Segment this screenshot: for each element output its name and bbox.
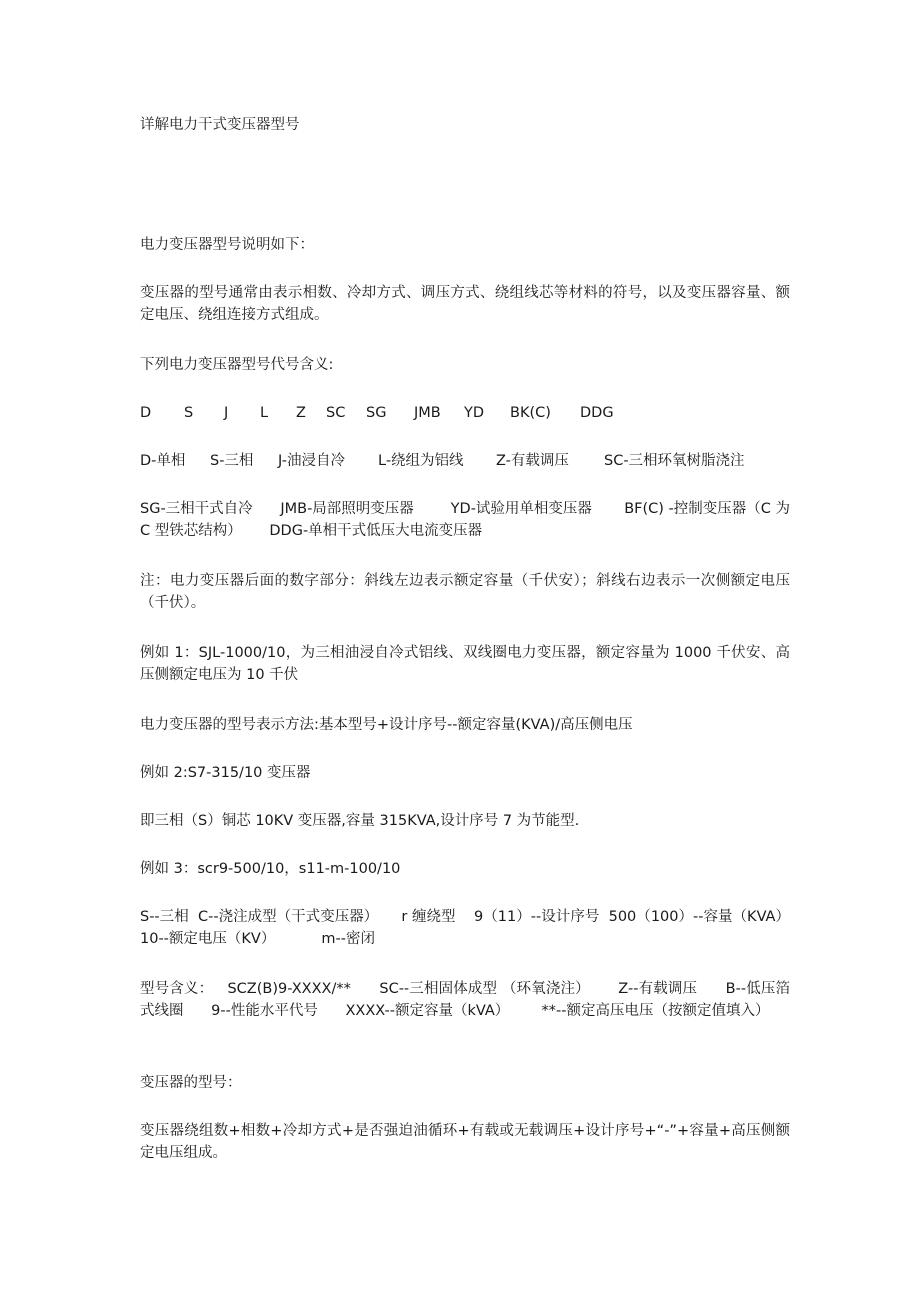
code-item: L <box>260 405 269 421</box>
example-2-heading: 例如 2:S7-315/10 变压器 <box>140 765 311 781</box>
paragraph-code-meaning: 下列电力变压器型号代号含义: <box>140 357 334 373</box>
code-definitions-line-1 <box>140 450 774 472</box>
code-item: S <box>184 405 194 421</box>
code-definition: D-单相 <box>140 453 186 469</box>
model-formula-paragraph: 变压器绕组数+相数+冷却方式+是否强迫油循环+有载或无载调压+设计序号+“-”+容量+高压侧额定电压组成。 <box>140 1123 790 1161</box>
code-definition: S-三相 <box>210 453 254 469</box>
code-item: JMB <box>414 405 441 421</box>
code-list <box>140 402 620 424</box>
document-title: 详解电力干式变压器型号 <box>140 117 300 133</box>
note-paragraph: 注：电力变压器后面的数字部分：斜线左边表示额定容量（千伏安）；斜线右边表示一次侧额定电压（千伏）。 <box>140 573 790 611</box>
example-3-description: S--三相 C--浇注成型（干式变压器） r 缠绕型 9（11）--设计序号 500（100）--容量（KVA） 10--额定电压（KV） m--密闭 <box>140 909 827 947</box>
code-item: SG <box>366 405 387 421</box>
example-1-paragraph: 例如 1：SJL-1000/10，为三相油浸自冷式铝线、双线圈电力变压器，额定容量为 1000 千伏安、高压侧额定电压为 10 千伏 <box>140 645 790 683</box>
intro-heading: 电力变压器型号说明如下： <box>140 237 314 253</box>
code-definition: SC-三相环氧树脂浇注 <box>604 453 745 469</box>
example-2-description: 即三相（S）铜芯 10KV 变压器,容量 315KVA,设计序号 7 为节能型. <box>140 813 580 829</box>
code-item: Z <box>296 405 306 421</box>
code-item: YD <box>464 405 485 421</box>
code-item: J <box>224 405 229 421</box>
code-item: D <box>140 405 152 421</box>
model-heading: 变压器的型号： <box>140 1075 242 1091</box>
paragraph-model-composition: 变压器的型号通常由表示相数、冷却方式、调压方式、绕组线芯等材料的符号，以及变压器容量、额定电压、绕组连接方式组成。 <box>140 285 790 323</box>
code-definition: Z-有载调压 <box>496 453 569 469</box>
code-item: SC <box>326 405 346 421</box>
code-definitions-line-2: SG-三相干式自冷 JMB-局部照明变压器 YD-试验用单相变压器 BF(C) -控制变压器（C 为 C 型铁芯结构） DDG-单相干式低压大电流变压器 <box>140 501 795 539</box>
code-definition: J-油浸自冷 <box>278 453 345 469</box>
model-meaning-paragraph: 型号含义： SCZ(B)9-XXXX/** SC--三相固体成型 （环氧浇注） Z--有载调压 B--低压箔式线圈 9--性能水平代号 XXXX--额定容量（kVA） **--额定高压电压（按额定值填入） <box>140 981 790 1019</box>
code-definition: L-绕组为铝线 <box>378 453 464 469</box>
method-paragraph: 电力变压器的型号表示方法:基本型号+设计序号--额定容量(KVA)/高压侧电压 <box>140 717 633 733</box>
example-3-heading: 例如 3：scr9-500/10，s11-m-100/10 <box>140 861 401 877</box>
code-item: BK(C) <box>510 405 551 421</box>
code-item: DDG <box>580 405 614 421</box>
